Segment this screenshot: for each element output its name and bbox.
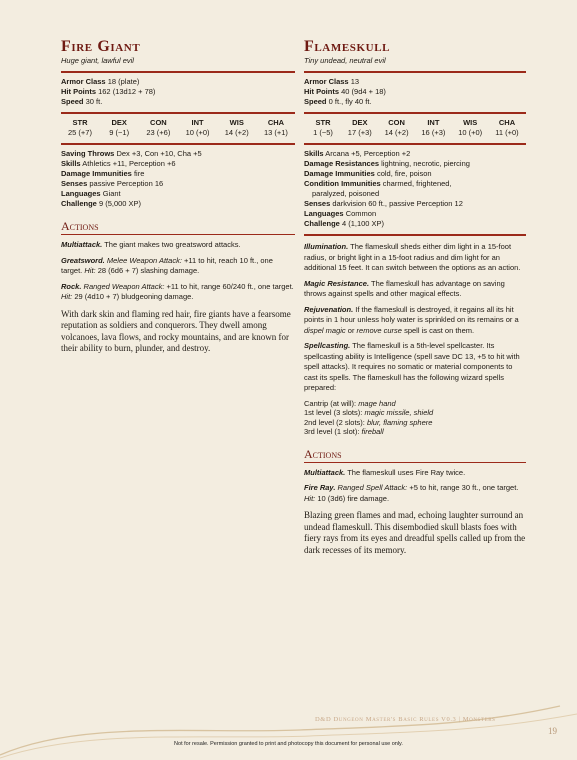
divider <box>304 71 526 73</box>
ability-cha: CHA 13 (+1) <box>263 118 288 137</box>
flameskull-fire-ray: Fire Ray. Ranged Spell Attack: +5 to hit, range 30 ft., one target. Hit: 10 (3d6) fire damage. <box>304 483 519 503</box>
flameskull-condition-immunities-cont: paralyzed, poisoned <box>312 189 380 198</box>
ability-int: INT 10 (+0) <box>185 118 210 137</box>
spell-row: 3rd level (1 slot): fireball <box>304 427 384 436</box>
divider <box>304 143 526 145</box>
fire-giant-saving-throws: Saving Throws Dex +3, Con +10, Cha +5 <box>61 149 202 158</box>
divider <box>61 112 295 114</box>
flameskull-challenge: Challenge 4 (1,100 XP) <box>304 219 385 228</box>
spell-row: Cantrip (at will): mage hand <box>304 398 396 408</box>
copyright-notice: Not for resale. Permission granted to print and photocopy this document for personal use only. <box>174 741 403 747</box>
flameskull-condition-immunities: Condition Immunities charmed, frightened, <box>304 179 452 188</box>
divider <box>61 71 295 73</box>
flameskull-stat-block <box>304 34 526 556</box>
flameskull-hit-points: Hit Points 40 (9d4 + 18) <box>304 87 386 96</box>
flameskull-actions-heading: Actions <box>304 446 342 461</box>
flameskull-speed: Speed 0 ft., fly 40 ft. <box>304 97 372 106</box>
flameskull-damage-immunities: Damage Immunities cold, fire, poison <box>304 169 432 178</box>
fire-giant-greatsword: Greatsword. Melee Weapon Attack: +11 to hit, reach 10 ft., one target. Hit: 28 (6d6 + 7) slashing damage. <box>61 255 273 275</box>
ability-con: CON 14 (+2) <box>384 118 409 137</box>
divider <box>61 143 295 145</box>
fire-giant-multiattack: Multiattack. The giant makes two greatsword attacks. <box>61 240 241 249</box>
fire-giant-lore: With dark skin and flaming red hair, fire giants have a fearsome reputation as soldiers and conquerors. They dwell among volcanoes, lava flows, and rocky mountains, and are known for their ability to burn, plunder, and destroy. <box>61 308 291 353</box>
ability-wis: WIS 14 (+2) <box>224 118 249 137</box>
fire-giant-languages: Languages Giant <box>61 189 121 198</box>
flameskull-spell-list <box>304 399 526 437</box>
ability-int: INT 16 (+3) <box>421 118 446 137</box>
fire-giant-challenge: Challenge 9 (5,000 XP) <box>61 199 142 208</box>
spell-row: 1st level (3 slots): magic missile, shield <box>304 408 434 417</box>
flameskull-multiattack: Multiattack. The flameskull uses Fire Ray twice. <box>304 467 466 477</box>
flameskull-rejuvenation: Rejuvenation. If the flameskull is destroyed, it regains all its hit points in 1 hour unless holy water is sprinkled on its remains or a dispel magic or remove curse spell is cast on them. <box>304 304 519 335</box>
fire-giant-speed: Speed 30 ft. <box>61 97 103 106</box>
ability-str: STR 1 (−5) <box>313 118 333 137</box>
ability-dex: DEX 9 (−1) <box>109 118 130 137</box>
fire-giant-name: Fire Giant <box>61 38 141 55</box>
fire-giant-rock: Rock. Ranged Weapon Attack: +11 to hit, range 60/240 ft., one target. Hit: 29 (4d10 + 7) bludgeoning damage. <box>61 281 294 301</box>
fire-giant-ability-scores <box>61 118 295 138</box>
flameskull-armor-class: Armor Class 13 <box>304 77 360 86</box>
ability-dex: DEX 17 (+3) <box>347 118 372 137</box>
flameskull-type: Tiny undead, neutral evil <box>304 56 386 65</box>
flameskull-languages: Languages Common <box>304 209 377 218</box>
flameskull-lore: Blazing green flames and mad, echoing laughter surround an undead flameskull. This disembodied skull blasts foes with fiery rays from its eyes and dreadful spells called up from the dark recesses of its memory. <box>304 510 526 555</box>
divider <box>61 234 295 235</box>
fire-giant-actions-heading: Actions <box>61 219 99 233</box>
divider <box>304 112 526 114</box>
ability-wis: WIS 10 (+0) <box>458 118 483 137</box>
fire-giant-armor-class: Armor Class 18 (plate) <box>61 77 140 86</box>
fire-giant-skills: Skills Athletics +11, Perception +6 <box>61 159 176 168</box>
flameskull-illumination: Illumination. The flameskull sheds either dim light in a 15-foot radius, or bright light in a 15-foot radius and dim light for an additional 15 feet. It can switch between the options as an action. <box>304 242 521 272</box>
flameskull-spellcasting: Spellcasting. The flameskull is a 5th-level spellcaster. Its spellcasting ability is Intelligence (spell save DC 13, +5 to hit with spell attacks). It requires no somatic or material components to cast its spells. The flameskull has the following wizard spells prepared: <box>304 341 520 392</box>
ability-str: STR 25 (+7) <box>68 118 92 137</box>
page-number: 19 <box>548 726 557 736</box>
fire-giant-type: Huge giant, lawful evil <box>61 56 134 65</box>
fire-giant-damage-immunities: Damage Immunities fire <box>61 169 145 178</box>
fire-giant-senses: Senses passive Perception 16 <box>61 179 164 188</box>
footer-title: D&D Dungeon Master's Basic Rules V0.3 | Monsters <box>315 716 496 723</box>
ability-cha: CHA 11 (+0) <box>495 118 519 137</box>
fire-giant-hit-points: Hit Points 162 (13d12 + 78) <box>61 87 156 96</box>
fire-giant-stat-block <box>61 34 295 355</box>
divider <box>304 462 526 463</box>
flameskull-ability-scores <box>304 118 526 138</box>
ability-con: CON 23 (+6) <box>146 118 171 137</box>
spell-row: 2nd level (2 slots): blur, flaming sphere <box>304 417 433 427</box>
flameskull-skills: Skills Arcana +5, Perception +2 <box>304 149 411 158</box>
footer-swirl-ornament <box>0 700 577 760</box>
flameskull-senses: Senses darkvision 60 ft., passive Perception 12 <box>304 199 463 208</box>
divider <box>304 234 526 236</box>
flameskull-damage-resistances: Damage Resistances lightning, necrotic, piercing <box>304 159 470 168</box>
flameskull-name: Flameskull <box>304 38 391 55</box>
flameskull-magic-resistance: Magic Resistance. The flameskull has advantage on saving throws against spells and other magical effects. <box>304 278 505 298</box>
